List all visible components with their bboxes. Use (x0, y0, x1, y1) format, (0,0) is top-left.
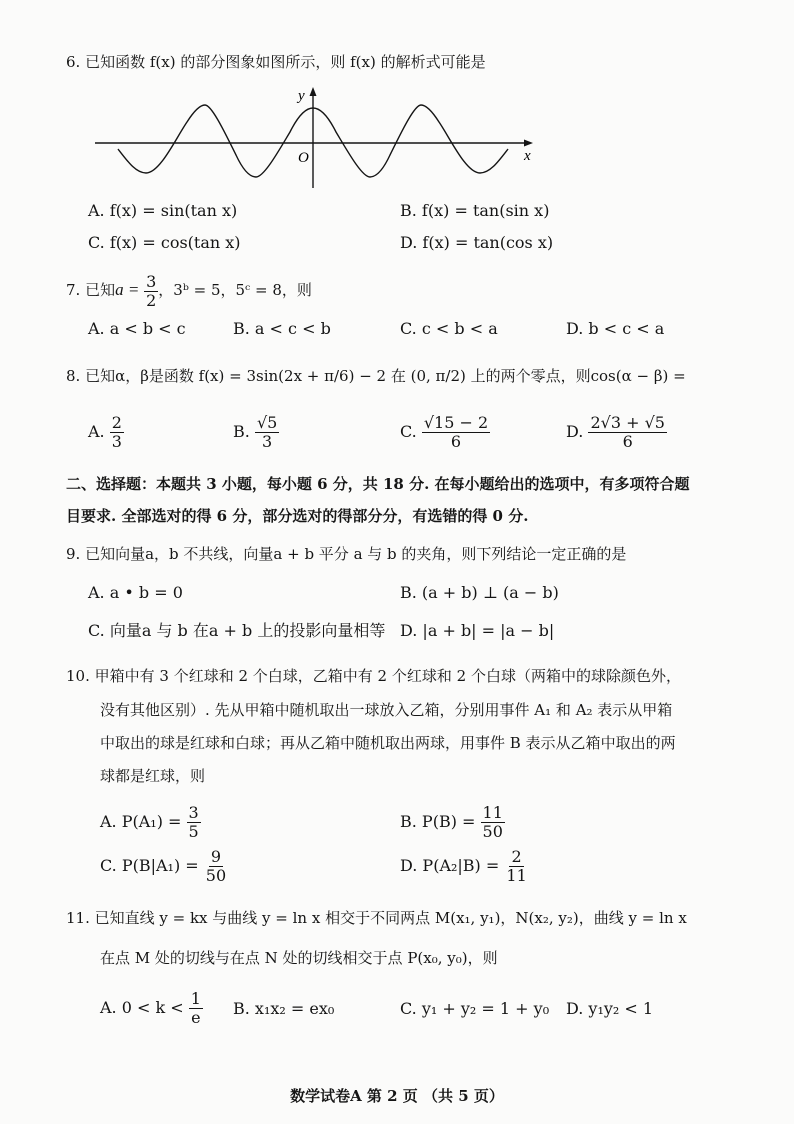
q8-option-d[interactable] (566, 414, 667, 451)
q7-option-a[interactable]: A. a < b < c (88, 319, 186, 338)
q8-d-num: 2√3 + √5 (590, 413, 665, 432)
q8-b-num: √5 (256, 413, 278, 432)
q9-option-b[interactable]: B. (a + b) ⊥ (a − b) (400, 583, 559, 602)
q8-option-c[interactable] (400, 414, 490, 451)
q10-line3: 中取出的球是红球和白球；再从乙箱中随机取出两球，用事件 B 表示从乙箱中取出的两 (100, 734, 676, 752)
q8-d-den: 6 (622, 432, 633, 451)
q7-rest: ，3ᵇ = 5，5ᶜ = 8，则 (158, 281, 312, 299)
q8-option-d-label: D. (566, 422, 584, 441)
q11-a-num: 1 (190, 989, 201, 1008)
q11-option-a-label: A. 0 < k < (100, 998, 184, 1017)
q6-function-graph (0, 80, 794, 200)
q8-b-den: 3 (262, 432, 273, 451)
q9-stem: 9. 已知向量a，b 不共线，向量a + b 平分 a 与 b 的夹角，则下列结论一定正确的是 (66, 545, 627, 563)
q7-a-var: a = (115, 280, 140, 299)
q11-option-a[interactable] (100, 990, 203, 1027)
q8-c-num: √15 − 2 (423, 413, 489, 432)
q11-line1: 11. 已知直线 y = kx 与曲线 y = ln x 相交于不同两点 M(x₁, y₁)，N(x₂, y₂)，曲线 y = ln x (66, 909, 687, 927)
q6-option-b[interactable]: B. f(x) = tan(sin x) (400, 201, 550, 220)
graph-origin-label: O (298, 150, 309, 166)
q11-option-c[interactable]: C. y₁ + y₂ = 1 + y₀ (400, 999, 550, 1018)
q8-c-den: 6 (450, 432, 462, 451)
q10-option-a[interactable] (100, 804, 201, 841)
q10-option-b-fraction (481, 804, 505, 841)
q11-option-a-fraction (189, 990, 203, 1027)
q10-b-num: 11 (482, 803, 503, 822)
q8-option-d-fraction (588, 414, 667, 451)
graph-y-label: y (298, 88, 305, 104)
x-axis-arrow-icon (524, 140, 533, 147)
q8-option-a[interactable] (88, 414, 124, 451)
q8-stem: 8. 已知α，β是函数 f(x) = 3sin(2x + π/6) − 2 在 (0, π/2) 上的两个零点，则cos(α − β) = (66, 367, 686, 385)
q9-option-c[interactable]: C. 向量a 与 b 在a + b 上的投影向量相等 (88, 621, 386, 640)
q6-option-c[interactable]: C. f(x) = cos(tan x) (88, 233, 241, 252)
q10-c-num: 9 (210, 847, 222, 866)
q10-option-c-fraction (204, 848, 228, 885)
q8-option-b-label: B. (233, 422, 250, 441)
q10-option-a-label: A. P(A₁) = (100, 812, 182, 831)
q8-option-a-fraction (110, 414, 124, 451)
q10-d-den: 11 (506, 866, 527, 885)
q10-option-c[interactable] (100, 848, 228, 885)
q10-option-b-label: B. P(B) = (400, 812, 476, 831)
q8-option-c-fraction (422, 414, 490, 451)
q10-b-den: 50 (482, 822, 503, 841)
page-footer: 数学试卷A 第 2 页 （共 5 页） (290, 1087, 504, 1105)
q10-option-a-fraction (187, 804, 201, 841)
q10-line2: 没有其他区别）. 先从甲箱中随机取出一球放入乙箱，分别用事件 A₁ 和 A₂ 表示从甲箱 (100, 701, 673, 719)
q10-line4: 球都是红球，则 (100, 767, 206, 785)
q10-option-d-label: D. P(A₂|B) = (400, 856, 500, 875)
q7-a-fraction (144, 273, 158, 310)
q11-option-b[interactable]: B. x₁x₂ = ex₀ (233, 999, 335, 1018)
q8-a-num: 2 (111, 413, 122, 432)
q11-option-d[interactable]: D. y₁y₂ < 1 (566, 999, 654, 1018)
q8-option-b-fraction (255, 414, 279, 451)
q6-stem: 6. 已知函数 f(x) 的部分图象如图所示，则 f(x) 的解析式可能是 (66, 53, 486, 71)
q10-line1: 10. 甲箱中有 3 个红球和 2 个白球，乙箱中有 2 个红球和 2 个白球（两箱中的球除颜色外， (66, 667, 681, 685)
q7-option-c[interactable]: C. c < b < a (400, 319, 498, 338)
section2-heading-line1: 二、选择题：本题共 3 小题，每小题 6 分，共 18 分. 在每小题给出的选项中，有多项符合题 (66, 475, 690, 493)
q9-option-d[interactable]: D. |a + b| = |a − b| (400, 621, 555, 640)
q8-option-b[interactable] (233, 414, 279, 451)
q7-option-d[interactable]: D. b < c < a (566, 319, 665, 338)
q11-line2: 在点 M 处的切线与在点 N 处的切线相交于点 P(x₀, y₀)，则 (100, 949, 498, 967)
q7-stem (66, 268, 312, 312)
q8-option-a-label: A. (88, 422, 105, 441)
q11-a-den: e (191, 1008, 201, 1027)
q7-a-den: 2 (146, 290, 157, 310)
q7-a-num: 3 (146, 271, 157, 291)
q7-prefix: 7. 已知 (66, 281, 116, 299)
q7-option-b[interactable]: B. a < c < b (233, 319, 331, 338)
q10-d-num: 2 (511, 847, 522, 866)
q10-option-d-fraction (504, 848, 528, 885)
q8-a-den: 3 (111, 432, 122, 451)
q10-c-den: 50 (205, 866, 227, 885)
q10-option-d[interactable] (400, 848, 529, 885)
graph-x-label: x (524, 148, 531, 164)
q10-option-c-label: C. P(B|A₁) = (100, 856, 199, 875)
q8-option-c-label: C. (400, 422, 417, 441)
q10-a-den: 5 (188, 822, 199, 841)
q10-a-num: 3 (188, 803, 199, 822)
q6-option-a[interactable]: A. f(x) = sin(tan x) (88, 201, 238, 220)
y-axis-arrow-icon (310, 87, 317, 96)
q9-option-a[interactable]: A. a • b = 0 (88, 583, 183, 602)
q6-option-d[interactable]: D. f(x) = tan(cos x) (400, 233, 554, 252)
section2-heading-line2: 目要求. 全部选对的得 6 分，部分选对的得部分分，有选错的得 0 分. (66, 507, 529, 525)
q10-option-b[interactable] (400, 804, 505, 841)
